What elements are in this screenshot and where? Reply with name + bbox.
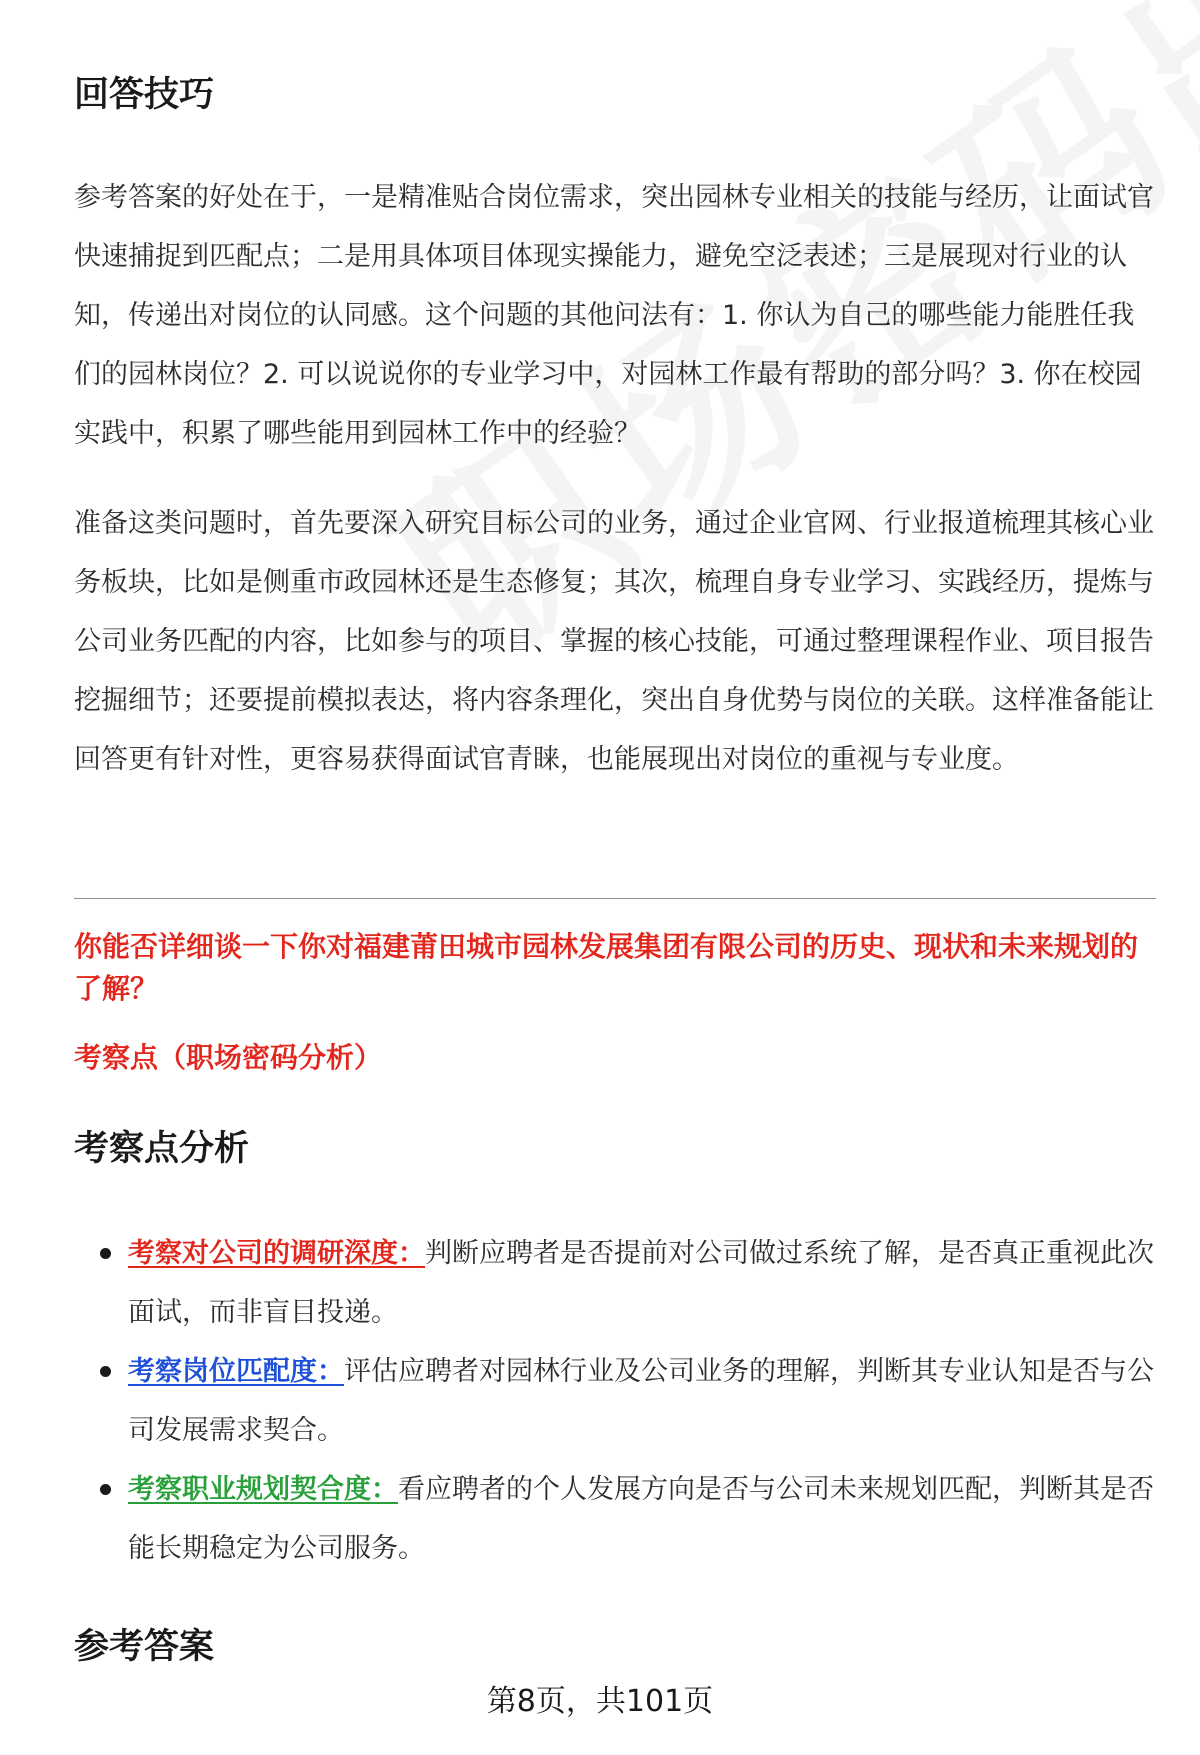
section-heading-analysis: 考察点分析 (74, 1129, 250, 1169)
analysis-keyword: 考察对公司的调研深度： (128, 1238, 425, 1269)
analysis-keyword: 考察岗位匹配度： (128, 1356, 344, 1387)
analysis-text: 判断应聘者是否提前对公司做过系统了解，是否真正重视此次面试，而非盲目投递。 (128, 1238, 1154, 1328)
analysis-list (74, 1224, 1156, 1578)
bullet-icon (100, 1366, 111, 1377)
section-heading-answer-tips: 回答技巧 (74, 75, 215, 115)
section-divider (74, 898, 1156, 899)
section-heading-reference-answer: 参考答案 (74, 1627, 215, 1667)
list-item (74, 1224, 1156, 1342)
page-number: 第8页，共101页 (486, 1684, 714, 1719)
analysis-text: 看应聘者的个人发展方向是否与公司未来规划匹配，判断其是否能长期稳定为公司服务。 (128, 1474, 1154, 1564)
question-subhead: 考察点（职场密码分析） (74, 1041, 383, 1074)
tips-paragraph-2: 准备这类问题时，首先要深入研究目标公司的业务，通过企业官网、行业报道梳理其核心业务板块，比如是侧重市政园林还是生态修复；其次，梳理自身专业学习、实践经历，提炼与公司业务匹配的内容，比如参与的项目、掌握的核心技能，可通过整理课程作业、项目报告挖掘细节；还要提前模拟表达，将内容条理化，突出自身优势与岗位的关联。这样准备能让回答更有针对性，更容易获得面试官青睐，也能展现出对岗位的重视与专业度。 (74, 508, 1154, 775)
bullet-icon (100, 1484, 111, 1495)
analysis-text: 评估应聘者对园林行业及公司业务的理解，判断其专业认知是否与公司发展需求契合。 (128, 1356, 1154, 1446)
list-item (74, 1342, 1156, 1460)
list-item (74, 1460, 1156, 1578)
analysis-keyword: 考察职业规划契合度： (128, 1474, 398, 1505)
document-page (74, 0, 1156, 1755)
tips-paragraph-1: 参考答案的好处在于，一是精准贴合岗位需求，突出园林专业相关的技能与经历，让面试官快速捕捉到匹配点；二是用具体项目体现实操能力，避免空泛表述；三是展现对行业的认知，传递出对岗位的认同感。这个问题的其他问法有：1. 你认为自己的哪些能力能胜任我们的园林岗位？2. 可以说说你的专业学习中，对园林工作最有帮助的部分吗？3. 你在校园实践中，积累了哪些能用到园林工作中的经验？ (74, 182, 1154, 449)
bullet-icon (100, 1248, 111, 1259)
interview-question: 你能否详细谈一下你对福建莆田城市园林发展集团有限公司的历史、现状和未来规划的了解？ (74, 930, 1139, 1005)
